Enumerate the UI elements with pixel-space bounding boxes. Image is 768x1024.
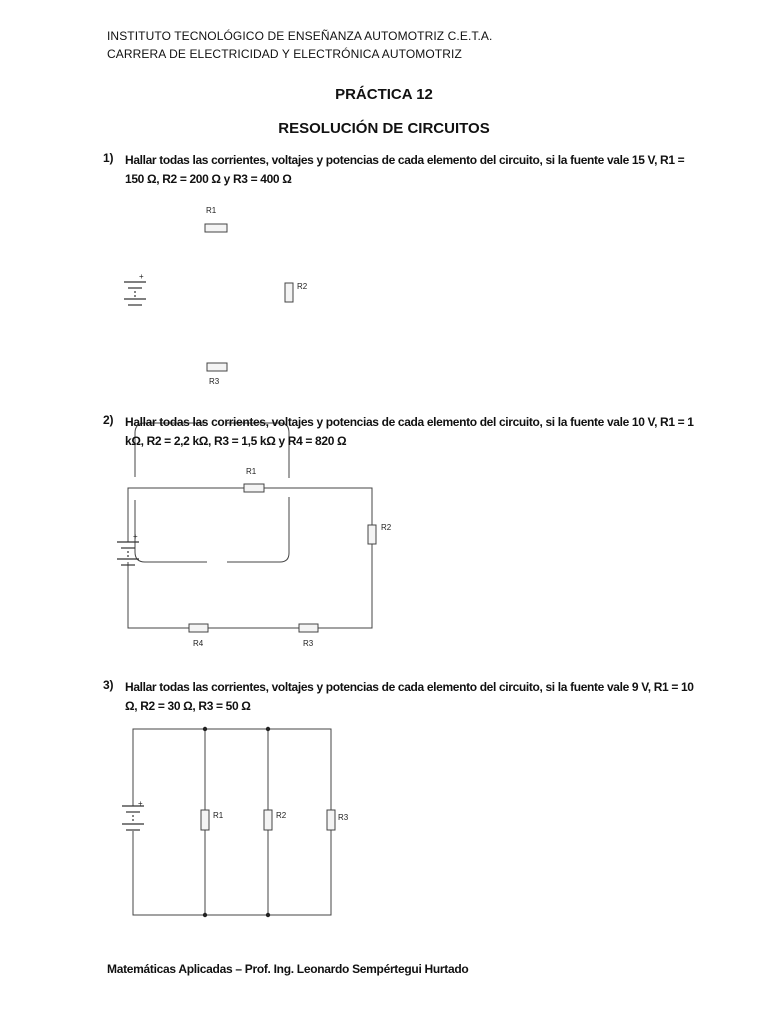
resistor-1-r1-label: R1 bbox=[206, 206, 217, 215]
problem-3-text: Hallar todas las corrientes, voltajes y potencias de cada elemento del circuito, si la fuente vale 9 V, R1 = 10 Ω, R2 = 30 Ω, R3 = 50 Ω bbox=[125, 680, 694, 713]
resistor-2-r4-label: R4 bbox=[193, 639, 204, 648]
battery-3-plus: + bbox=[138, 799, 143, 808]
resistor-1-r2-label: R2 bbox=[297, 282, 308, 291]
resistor-2-r3-label: R3 bbox=[303, 639, 314, 648]
node-bottom-2 bbox=[266, 913, 270, 917]
resistor-1-r3 bbox=[207, 363, 227, 371]
problem-2-text: Hallar todas las corrientes, voltajes y potencias de cada elemento del circuito, si la fuente vale 10 V, R1 = 1 kΩ, R2 = 2,2 kΩ, R3 = 1,5 kΩ y R4 = 820 Ω bbox=[125, 415, 694, 448]
resistor-3-r3 bbox=[327, 810, 335, 830]
resistor-1-r2 bbox=[285, 283, 293, 302]
battery-1-plus: + bbox=[139, 272, 144, 281]
footer-credit: Matemáticas Aplicadas – Prof. Ing. Leonardo Sempértegui Hurtado bbox=[107, 962, 469, 976]
battery-1-symbol bbox=[124, 282, 146, 305]
resistor-3-r1-label: R1 bbox=[213, 811, 224, 820]
career-name: CARRERA DE ELECTRICIDAD Y ELECTRÓNICA AUTOMOTRIZ bbox=[107, 47, 462, 61]
battery-2-symbol bbox=[117, 542, 139, 565]
circuit-3-diagram bbox=[0, 720, 768, 930]
node-top-2 bbox=[266, 727, 270, 731]
resistor-3-r2-label: R2 bbox=[276, 811, 287, 820]
circuit-2-diagram bbox=[0, 455, 768, 655]
problem-1-number: 1) bbox=[103, 151, 114, 165]
resistor-2-r1 bbox=[244, 484, 264, 492]
node-bottom-1 bbox=[203, 913, 207, 917]
problem-3-number: 3) bbox=[103, 678, 114, 692]
battery-2-plus: + bbox=[133, 532, 138, 541]
resistor-2-r1-label: R1 bbox=[246, 467, 257, 476]
node-top-1 bbox=[203, 727, 207, 731]
battery-3-symbol bbox=[122, 806, 144, 830]
resistor-1-r3-label: R3 bbox=[209, 377, 220, 386]
resistor-3-r1 bbox=[201, 810, 209, 830]
practice-title: PRÁCTICA 12 bbox=[335, 86, 433, 103]
section-title: RESOLUCIÓN DE CIRCUITOS bbox=[278, 120, 490, 137]
resistor-2-r4 bbox=[189, 624, 208, 632]
resistor-3-r2 bbox=[264, 810, 272, 830]
resistor-2-r2 bbox=[368, 525, 376, 544]
resistor-3-r3-label: R3 bbox=[338, 813, 349, 822]
resistor-2-r2-label: R2 bbox=[381, 523, 392, 532]
problem-2-number: 2) bbox=[103, 413, 114, 427]
resistor-2-r3 bbox=[299, 624, 318, 632]
circuit-1-diagram bbox=[0, 195, 768, 395]
problem-1-text: Hallar todas las corrientes, voltajes y potencias de cada elemento del circuito, si la fuente vale 15 V, R1 = 150 Ω, R2 = 200 Ω y R3 = 400 Ω bbox=[125, 153, 685, 186]
institute-name: INSTITUTO TECNOLÓGICO DE ENSEÑANZA AUTOMOTRIZ C.E.T.A. bbox=[107, 29, 493, 43]
resistor-1-r1 bbox=[205, 224, 227, 232]
